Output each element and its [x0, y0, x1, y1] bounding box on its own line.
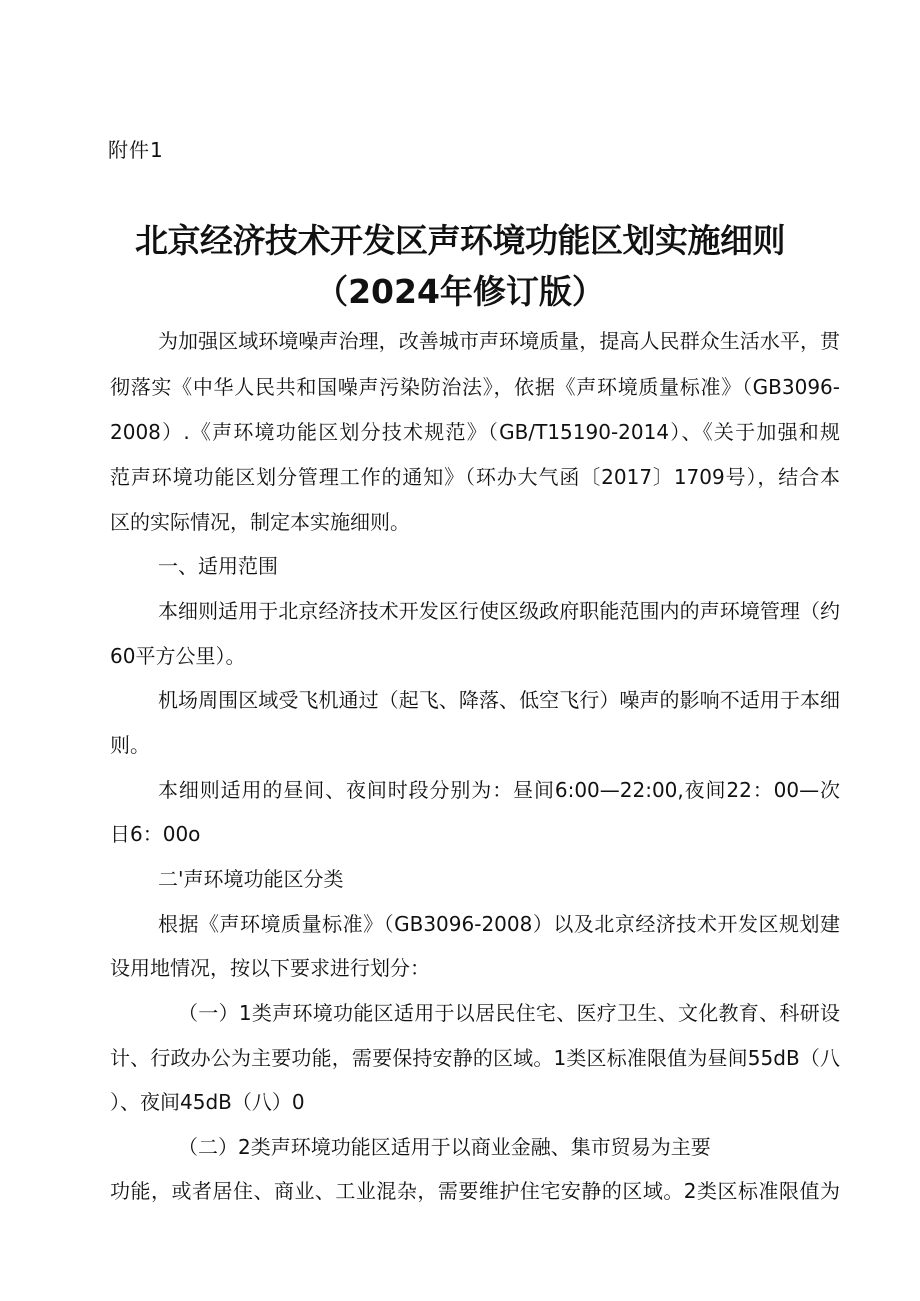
- section-heading-scope: 一、适用范围: [158, 554, 278, 578]
- body-line-10: 则。: [110, 733, 150, 757]
- body-line-19: （二）2类声环境功能区适用于以商业金融、集市贸易为主要: [178, 1135, 711, 1159]
- body-line-18: ）、夜间45dB（八）0: [110, 1090, 305, 1114]
- body-line-7: 本细则适用于北京经济技术开发区行使区级政府职能范围内的声环境管理（约: [158, 599, 840, 623]
- body-line-4: 范声环境功能区划分管理工作的通知》（环办大气函〔2017〕1709号），结合本: [110, 465, 840, 489]
- body-line-8: 60平方公里）。: [110, 644, 246, 668]
- body-line-9: 机场周围区域受飞机通过（起飞、降落、低空飞行）噪声的影响不适用于本细: [158, 688, 840, 712]
- document-title-line2: （2024年修订版）: [315, 272, 605, 311]
- body-line-20: 功能，或者居住、商业、工业混杂，需要维护住宅安静的区域。2类区标准限值为: [110, 1179, 840, 1203]
- body-line-15: 设用地情况，按以下要求进行划分：: [110, 956, 430, 980]
- body-line-2: 彻落实《中华人民共和国噪声污染防治法》，依据《声环境质量标准》（GB3096-: [110, 375, 840, 399]
- body-line-11: 本细则适用的昼间、夜间时段分别为：昼间6:00—22:00,夜间22：00—次: [158, 778, 840, 802]
- section-heading-classification: 二'声环境功能区分类: [158, 867, 344, 891]
- body-line-17: 计、行政办公为主要功能，需要保持安静的区域。1类区标准限值为昼间55dB（八: [110, 1046, 840, 1070]
- attachment-label: 附件1: [108, 138, 164, 162]
- body-line-14: 根据《声环境质量标准》（GB3096-2008）以及北京经济技术开发区规划建: [158, 912, 840, 936]
- body-line-5: 区的实际情况，制定本实施细则。: [110, 510, 410, 534]
- document-title-line1: 北京经济技术开发区声环境功能区划实施细则: [135, 221, 785, 260]
- body-line-3: 2008）.《声环境功能区划分技术规范》（GB/T15190-2014）、《关于加强和规: [110, 420, 840, 444]
- body-line-12: 日6：00o: [110, 822, 201, 846]
- body-line-16: （一）1类声环境功能区适用于以居民住宅、医疗卫生、文化教育、科研设: [178, 1001, 840, 1025]
- body-line-1: 为加强区域环境噪声治理，改善城市声环境质量，提高人民群众生活水平，贯: [158, 329, 840, 353]
